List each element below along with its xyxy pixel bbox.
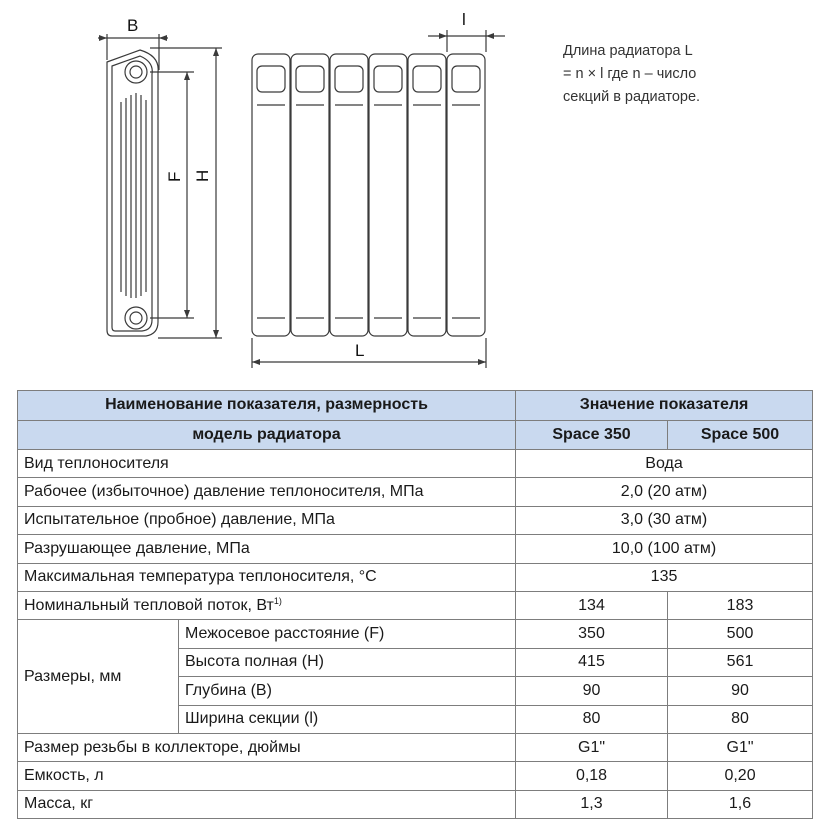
row-value-2: G1" — [668, 733, 813, 761]
row-label: Ширина секции (l) — [179, 705, 516, 733]
row-label: Глубина (B) — [179, 677, 516, 705]
table-row — [18, 506, 813, 534]
table-row — [18, 591, 813, 619]
header-row-2 — [18, 420, 813, 450]
label-b: B — [127, 16, 139, 35]
table-row — [18, 762, 813, 790]
row-value: Вода — [516, 450, 813, 478]
row-value-1: 0,18 — [516, 762, 668, 790]
header-value: Значение показателя — [516, 391, 813, 421]
sizes-group-label: Размеры, мм — [18, 620, 179, 734]
row-label: Рабочее (избыточное) давление теплоносителя, МПа — [18, 478, 516, 506]
dimension-f — [150, 72, 194, 318]
table-row — [18, 733, 813, 761]
row-value-1: 1,3 — [516, 790, 668, 818]
table-row — [18, 620, 813, 648]
header-row-1 — [18, 391, 813, 421]
length-note — [563, 40, 793, 109]
label-h: H — [193, 169, 212, 182]
row-value-1: 80 — [516, 705, 668, 733]
header-param: Наименование показателя, размерность — [18, 391, 516, 421]
radiator-side-view — [107, 50, 158, 336]
row-value: 3,0 (30 атм) — [516, 506, 813, 534]
note-line-1: Длина радиатора L — [563, 43, 693, 59]
row-value: 135 — [516, 563, 813, 591]
row-label: Максимальная температура теплоносителя, °С — [18, 563, 516, 591]
label-l-total: L — [355, 341, 365, 360]
table-row — [18, 450, 813, 478]
label-f: F — [165, 171, 184, 182]
row-value-2: 1,6 — [668, 790, 813, 818]
table-row — [18, 790, 813, 818]
row-label: Межосевое расстояние (F) — [179, 620, 516, 648]
row-value-1: G1" — [516, 733, 668, 761]
row-value-1: 415 — [516, 648, 668, 676]
table-row — [18, 563, 813, 591]
note-line-3: секций в радиаторе. — [563, 89, 701, 105]
row-value-2: 561 — [668, 648, 813, 676]
dimension-h — [150, 48, 222, 338]
header-model: модель радиатора — [18, 420, 516, 450]
row-value-2: 500 — [668, 620, 813, 648]
row-value-1: 350 — [516, 620, 668, 648]
row-value-1: 134 — [516, 591, 668, 619]
row-value-2: 0,20 — [668, 762, 813, 790]
row-label: Вид теплоносителя — [18, 450, 516, 478]
table-row — [18, 478, 813, 506]
heat-flow-label: Номинальный тепловой поток, Вт — [24, 597, 274, 615]
row-value-2: 80 — [668, 705, 813, 733]
row-value-2: 183 — [668, 591, 813, 619]
radiator-front-view — [252, 54, 485, 336]
header-model-2: Space 500 — [668, 420, 813, 450]
row-label: Размер резьбы в коллекторе, дюймы — [18, 733, 516, 761]
row-label: Масса, кг — [18, 790, 516, 818]
row-label: Испытательное (пробное) давление, МПа — [18, 506, 516, 534]
note-line-2: = n × l где n – число — [563, 66, 697, 82]
row-label: Емкость, л — [18, 762, 516, 790]
dimension-l-total — [252, 338, 486, 368]
row-value: 2,0 (20 атм) — [516, 478, 813, 506]
row-label: Разрушающее давление, МПа — [18, 535, 516, 563]
row-value: 10,0 (100 атм) — [516, 535, 813, 563]
table-row — [18, 535, 813, 563]
footnote-mark: 1) — [273, 596, 282, 607]
label-l-section: l — [462, 10, 466, 29]
row-value-2: 90 — [668, 677, 813, 705]
spec-table — [17, 390, 813, 819]
row-label — [18, 591, 516, 619]
row-value-1: 90 — [516, 677, 668, 705]
header-model-1: Space 350 — [516, 420, 668, 450]
row-label: Высота полная (H) — [179, 648, 516, 676]
